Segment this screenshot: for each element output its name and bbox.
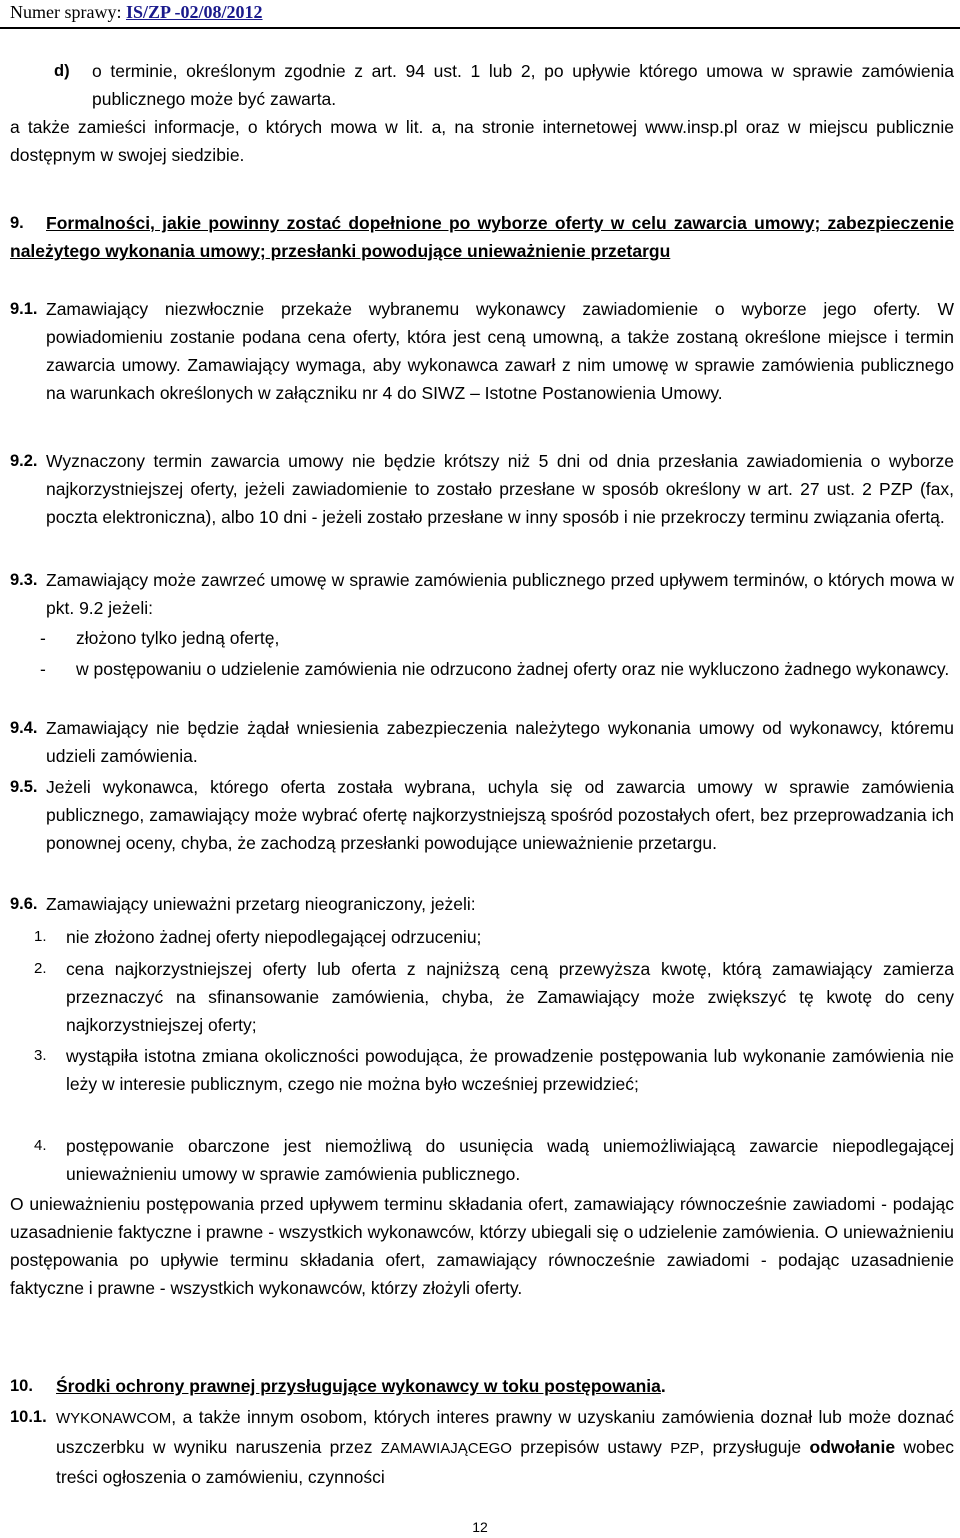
publication-note: a także zamieści informacje, o których mowa w lit. a, na stronie internetowej www.insp.pl oraz w miejscu publicznie dostępnym w swojej siedzibie.: [10, 117, 954, 165]
section-9-4-number: 9.4.: [10, 719, 38, 737]
list-number: 4.: [34, 1137, 47, 1154]
section-9-2-text: Wyznaczony termin zawarcia umowy nie będzie krótszy niż 5 dni od dnia przesłania zawiadomienia o wyborze najkorzystniejszej oferty, jeżeli zawiadomienie to zostało przesłane w sposób określony w art. 27 ust. 2 PZP (fax, poczta elektroniczna), albo 10 dni - jeżeli zostało przesłane w inny sposób i nie przekroczy terminu związania ofertą.: [46, 451, 954, 527]
dash-marker: -: [40, 628, 46, 648]
dash-marker: -: [40, 659, 46, 679]
case-number: IS/ZP -02/08/2012: [125, 2, 263, 22]
section-9-6-text: Zamawiający unieważni przetarg nieograniczony, jeżeli:: [46, 894, 476, 914]
section-10-title: Środki ochrony prawnej przysługujące wykonawcy w toku postępowania.: [56, 1376, 666, 1396]
section-9-5-number: 9.5.: [10, 778, 38, 796]
section-10-number: 10.: [10, 1377, 33, 1395]
list-item: nie złożono żadnej oferty niepodlegającej odrzuceniu;: [66, 927, 482, 947]
list-number: 2.: [34, 960, 47, 977]
section-9-number: 9.: [10, 214, 24, 232]
section-10-1-number: 10.1.: [10, 1408, 47, 1426]
list-item: złożono tylko jedną ofertę,: [76, 628, 280, 648]
section-9-1-number: 9.1.: [10, 300, 38, 318]
closing-paragraph: O unieważnieniu postępowania przed upływem terminu składania ofert, zamawiający równocześnie zawiadomi - podając uzasadnienie faktyczne i prawne - wszystkich wykonawców, którzy ubiegali się o udzielenie zamówienia. O unieważnieniu postępowania po upływie terminu składania ofert, zamawiający równocześnie zawiadomi - podając uzasadnienie faktyczne i prawne - wszystkich wykonawców, którzy złożyli oferty.: [10, 1194, 954, 1298]
section-9-5-text: Jeżeli wykonawca, którego oferta została wybrana, uchyla się od zawarcia umowy w sprawie zamówienia publicznego, zamawiający może wybrać ofertę najkorzystniejszą spośród pozostałych ofert, bez przeprowadzania ich ponownej oceny, chyba, że zachodzą przesłanki powodujące unieważnienie przetargu.: [46, 777, 954, 853]
list-item: postępowanie obarczone jest niemożliwą do usunięcia wadą uniemożliwiającą zawarcie niepodlegającej unieważnieniu umowy w sprawie zamówienia publicznego.: [66, 1136, 954, 1184]
section-9-4-text: Zamawiający nie będzie żądał wniesienia zabezpieczenia należytego wykonania umowy od wykonawcy, któremu udzieli zamówienia.: [46, 718, 954, 766]
section-9-title: Formalności, jakie powinny zostać dopełnione po wyborze oferty w celu zawarcia umowy; zabezpieczenie należytego wykonania umowy; przesłanki powodujące unieważnienie przetargu: [10, 213, 954, 261]
page-number: 12: [472, 1519, 488, 1535]
section-9-1-text: Zamawiający niezwłocznie przekaże wybranemu wykonawcy zawiadomienie o wyborze jego oferty. W powiadomieniu zostanie podana cena oferty, która jest ceną umowną, a także zostaną określone miejsce i termin zawarcia umowy. Zamawiający wymaga, aby wykonawca zawarł z nim umowę w sprawie zamówienia publicznego na warunkach określonych w załączniku nr 4 do SIWZ – Istotne Postanowienia Umowy.: [46, 299, 954, 403]
item-d-text: o terminie, określonym zgodnie z art. 94 ust. 1 lub 2, po upływie którego umowa w sprawie zamówienia publicznego może być zawarta.: [92, 61, 954, 109]
list-item: w postępowaniu o udzielenie zamówienia nie odrzucono żadnej oferty oraz nie wykluczono żadnego wykonawcy.: [76, 659, 950, 679]
list-item: wystąpiła istotna zmiana okoliczności powodująca, że prowadzenie postępowania lub wykonanie zamówienia nie leży w interesie publicznym, czego nie można było wcześniej przewidzieć;: [66, 1046, 954, 1094]
case-number-line: Numer sprawy: IS/ZP -02/08/2012: [10, 2, 263, 22]
section-10-1-text: WYKONAWCOM, a także innym osobom, których interes prawny w uzyskaniu zamówienia doznał lub może doznać uszczerbku w wyniku naruszenia przez ZAMAWIAJĄCEGO przepisów ustawy PZP, przysługuje odwołanie wobec treści ogłoszenia o zamówieniu, czynności: [56, 1407, 954, 1487]
section-9-3-text: Zamawiający może zawrzeć umowę w sprawie zamówienia publicznego przed upływem terminów, o których mowa w pkt. 9.2 jeżeli:: [46, 570, 954, 618]
section-9-2-number: 9.2.: [10, 452, 38, 470]
header-divider: [0, 27, 960, 29]
item-d-marker: d): [54, 62, 70, 80]
section-9-6-number: 9.6.: [10, 895, 38, 913]
list-number: 3.: [34, 1047, 47, 1064]
list-number: 1.: [34, 928, 47, 945]
section-9-3-number: 9.3.: [10, 571, 38, 589]
page-header: [0, 0, 960, 28]
list-item: cena najkorzystniejszej oferty lub oferta z najniższą ceną przewyższa kwotę, którą zamawiający zamierza przeznaczyć na sfinansowanie zamówienia, chyba, że Zamawiający może zwiększyć tę kwotę do ceny najkorzystniejszej oferty;: [66, 959, 954, 1035]
